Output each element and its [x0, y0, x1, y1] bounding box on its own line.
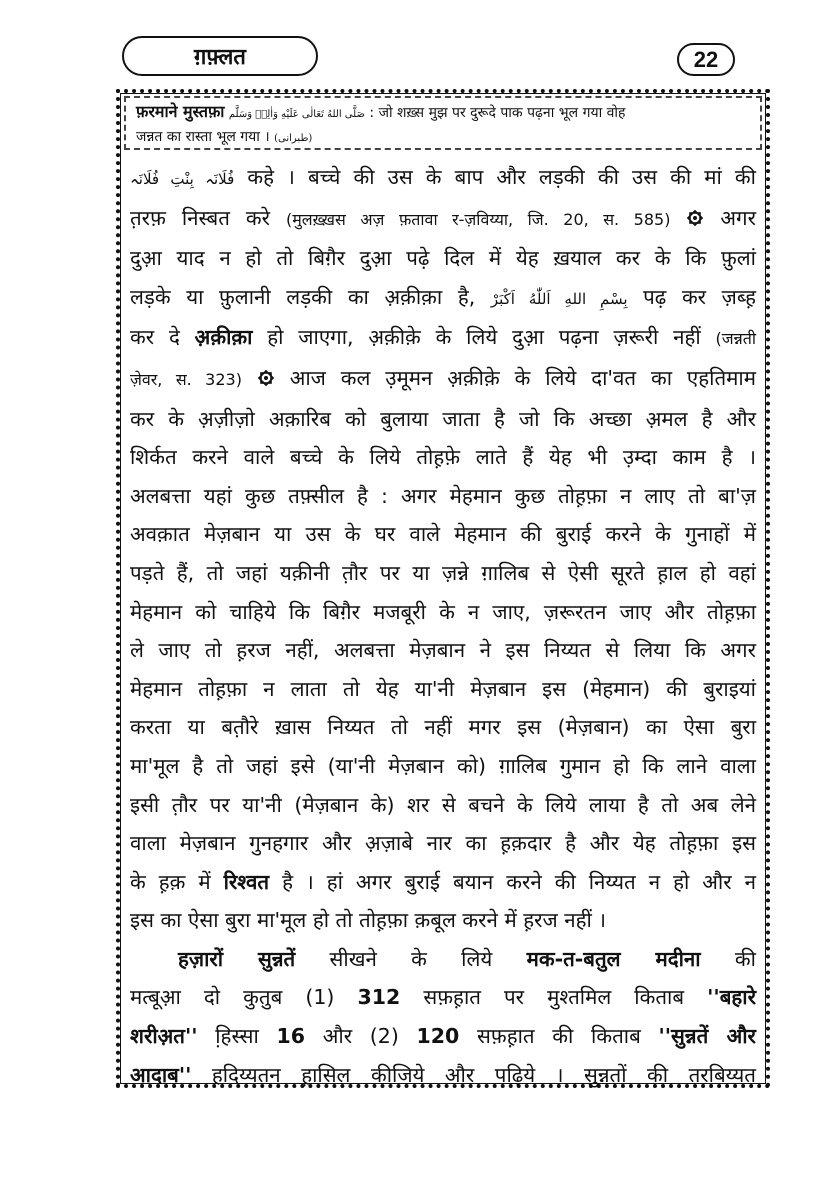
text-line [130, 515, 756, 554]
chapter-title-text: ग़फ़्लत [194, 45, 246, 70]
text-line [130, 631, 756, 670]
text-line [130, 901, 756, 940]
text-line [130, 239, 756, 278]
text-span: और (2) [322, 1024, 399, 1049]
text-span: शिर्कत करने वाले बच्चे के लिये तोह़फ़े लाते हैं येह भी उ़म्दा काम है । [130, 445, 756, 470]
page-number [677, 43, 735, 76]
text-line [130, 278, 756, 319]
ornament-icon [686, 209, 704, 227]
text-line [130, 708, 756, 747]
ornament-icon [257, 369, 275, 387]
text-span: पढ़ कर ज़ब्ह़ [643, 284, 756, 309]
bold-term: अ़क़ीक़ा [194, 325, 253, 350]
text-span: के ह़क़ में [130, 869, 211, 894]
text-span: सफ़ह़ात पर मुश्तमिल किताब [423, 985, 685, 1010]
text-span: अगर [720, 205, 756, 230]
text-span: सफ़ह़ात की किताब [477, 1024, 641, 1049]
text-span: आज कल उ़मूमन अ़क़ीक़े के लिये दा'वत का एहतिमाम [289, 365, 756, 390]
text-span: ले जाए तो ह़रज नहीं, अलबत्ता मेज़बान ने इस निय्यत से लिया कि अगर [130, 638, 756, 663]
text-span: अलबत्ता यहां कुछ तफ़्सील है : अगर मेहमान कुछ तोह़फ़ा न लाए तो बा'ज़ [130, 483, 756, 508]
arabic-name-phrase: فُلَانَہ بِنْتِ فُلَانَہ [130, 170, 235, 188]
text-span: करता या बत़ौरे ख़ास निय्यत तो नहीं मगर इस (मेज़बान) का ऐसा बुरा [130, 715, 756, 740]
text-line [130, 1017, 756, 1056]
text-line [130, 438, 756, 477]
text-span: इसी त़ौर पर या'नी (मेज़बान के) शर से बचने के लिये लाया है तो अब लेने [130, 792, 756, 817]
reference-citation: (मुलख़्ख़स अज़ फ़तावा र-ज़विय्या, जि. 20, स. 585) [285, 209, 671, 229]
text-line [130, 786, 756, 825]
text-line [130, 863, 756, 902]
bold-term: मक-त-बतुल मदीना [526, 946, 701, 971]
text-span: मा'मूल है तो जहां इसे (या'नी मेज़बान को) ग़ालिब गुमान हो कि लाने वाला [130, 753, 756, 778]
text-line [130, 978, 756, 1017]
text-span: इस का ऐसा बुरा मा'मूल हो तो तोह़फ़ा क़बूल करने में ह़रज नहीं । [130, 908, 607, 933]
text-span: त़रफ़ निस्बत करे [130, 205, 270, 230]
quote-source: (طبرانی) [274, 133, 313, 144]
text-span: वाला मेज़बान गुनहगार और अ़ज़ाबे नार का ह़क़दार है और येह तोह़फ़ा इस [130, 831, 756, 856]
text-line [130, 593, 756, 632]
text-span: की [734, 946, 756, 971]
text-line [130, 318, 756, 359]
reference-citation: ज़ेवर, स. 323) [130, 369, 242, 389]
text-line [130, 554, 756, 593]
page-number-text: 22 [693, 46, 719, 72]
text-span: दुआ़ याद न हो तो बिग़ैर दुआ़ पढ़े दिल में येह ख़याल कर के कि फ़ुलां [130, 246, 756, 271]
book-title: शरीअ़त'' [130, 1024, 198, 1049]
text-line [130, 670, 756, 709]
text-span: मत्बूआ़ दो कुतुब (1) [130, 985, 335, 1010]
text-span: कर के अ़ज़ीज़ो अक़ारिब को बुलाया जाता है जो कि अच्छा अ़मल है और [130, 406, 756, 431]
body-text [130, 158, 756, 1094]
text-span: कर दे [130, 325, 180, 350]
bold-number: 312 [357, 985, 401, 1010]
quote-line-1 [136, 100, 752, 126]
book-title: ''सुन्नतें और [658, 1024, 756, 1049]
text-span: कहे । बच्चे की उस के बाप और लड़की की उस की मां की [247, 165, 756, 189]
text-line [130, 199, 756, 240]
text-line [130, 400, 756, 439]
quote-text-1: : जो शख़्स मुझ पर दुरूदे पाक पढ़ना भूल गया वोह [369, 105, 626, 121]
text-line [130, 359, 756, 400]
text-span: मेहमान को चाहिये कि बिग़ैर मजबूरी के न जाए, ज़रूरतन जाए और तोह़फ़ा [130, 599, 756, 624]
text-span: हो जाएगा, अ़क़ीक़े के लिये दुआ़ पढ़ना ज़रूरी नहीं [267, 325, 701, 350]
reference-citation: (जन्नती [715, 329, 756, 349]
text-span: पड़ते हैं, तो जहां यक़ीनी त़ौर पर या ज़न्ने ग़ालिब से ऐसी सूरते ह़ाल हो वहां [130, 560, 756, 585]
text-span: हि़स्सा [215, 1024, 259, 1049]
text-line [130, 158, 756, 199]
salutation-arabic: صَلَّى اللهُ تَعَالٰى عَلَيْهِ وَاٰلِهٖ وَسَلَّم [228, 109, 365, 120]
quote-lead: फ़रमाने मुस्तफ़ा [136, 102, 225, 121]
bold-number: 120 [416, 1024, 460, 1049]
text-span: लड़के या फ़ुलानी लड़की का अ़क़ीक़ा है, [130, 284, 476, 309]
bold-term: रिश्वत [223, 869, 270, 894]
quote-line-2 [136, 126, 752, 150]
bold-term: हज़ारों सुन्नतें [178, 946, 296, 971]
text-line [130, 824, 756, 863]
text-span: हदिय्यतन ह़ासिल कीजिये और पढ़िये । सुन्नतों की तरबिय्यत [211, 1062, 756, 1087]
chapter-title [122, 36, 318, 76]
text-span: अवक़ात मेज़बान या उस के घर वाले मेहमान की बुराई करने के गुनाहों में [130, 522, 756, 547]
text-line [130, 477, 756, 516]
text-line [130, 940, 756, 979]
hadith-quote-box [124, 96, 762, 150]
book-title: आदाब'' [130, 1062, 192, 1087]
quote-text-2: जन्नत का रास्ता भूल गया । [136, 129, 270, 145]
text-line [130, 747, 756, 786]
text-span: है । हां अगर बुराई बयान करने की निय्यत न हो और न [282, 869, 756, 894]
bold-number: 16 [276, 1024, 306, 1049]
text-span: सीखने के लिये [329, 946, 493, 971]
text-line [130, 1056, 756, 1095]
arabic-takbir: بِسْمِ اللهِ اَللّٰهُ اَكْبَرْ [490, 289, 628, 308]
book-title: ''बहारे [707, 985, 756, 1010]
text-span: मेहमान तोह़फ़ा न लाता तो येह या'नी मेज़बान इस (मेहमान) की बुराइयां [130, 676, 756, 701]
